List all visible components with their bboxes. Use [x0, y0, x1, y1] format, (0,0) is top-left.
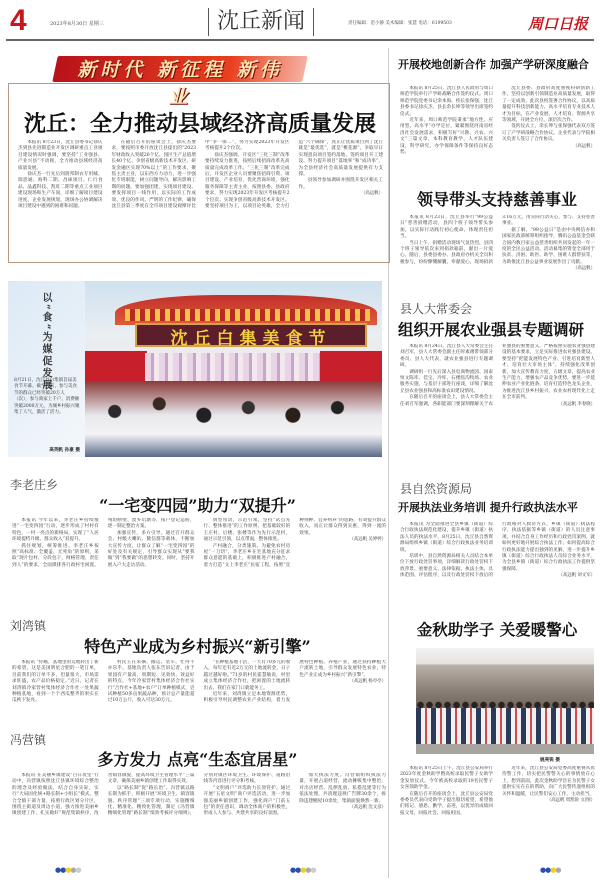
byline: （高远帆） — [361, 191, 383, 197]
paragraph: 典型带动，示范引领。坚持“试点先行、整体推进”的工作原则，把基础较好的王庄村、后楼、张楼等作为先行示范村，通过示范引领，以点带面，整体推进。 — [203, 518, 291, 543]
article-body — [12, 660, 386, 734]
paragraph: 培训中，县自然资源局相关人员结合本单位下放行政处罚事项，详细解读行政处罚权下放背景、重要意义、法律依据、执法主体、具体范围、评估程序，以及行政处罚权下放后的行政相对人救济方式、乡镇（街道）执法程序、执法依据等乡镇（街道）的人员注意事项，并结合自身工作经历和行政处罚案例，就如何更好地开展综合执法工作、如何提高综合行政执法能力提出独到的见解，进一步提升乡镇（街道）综合行政执法人员综合业务水平，为全县乡镇（街道）综合行政执法工作提供坚强保障。 — [400, 522, 595, 579]
paragraph: 加大执法力度。冯营镇组织执法力量，开展占道经营、流动摊贩集中整治，对出店经营、乱摆乱放、私搭乱建等行为依法处理，共清理违规广告牌30余个，拆除违建棚屋10余处，集镇面貌焕然一新。 — [299, 773, 386, 804]
right-article-body — [400, 344, 595, 468]
photo-vertical-title: 以“食”为媒促发展 — [40, 292, 51, 392]
paragraph: 抓住规划，统筹推进。李老庄乡按照“高标准、全覆盖、无死角”的原则，采取“现片包村、分段包干、网格管理、责任到人”的要求，全面摸排各行政村宅闲置、残垣断壁、废弃坑塘等，按户登记造册，逐一制定整治方案。 — [12, 518, 195, 568]
paragraph: 近年来，刘湾镇立足本地资源优势，积极引导村民调整农业产业结构，着力发展特色种植、养殖产业，通过扶持种植大户流转土地，引导群众发展特色农业，特色产业正成为乡村振兴“新引擎”。 — [203, 660, 386, 704]
paragraph: 徐庆杰一行先后到润邦制衣专用城、瑞恩通、海科二期、昌硕项目、仁行食品、晶鑫科技、凯旺二期等重点工业项目建设现场和生产车间，详细了解项目建设进度、企业发展规划，现场办公协调解决项目建设中遇到的困难和问题。 — [18, 172, 103, 210]
paragraph: 本报讯 8月23日，沈丘县委书记徐庆杰到县先进制造业开发区调研重点工业项目建设情况时强调，要坚持“工业强县、产业兴县”不动摇，全力推动县域经济高质量发展。 — [18, 140, 103, 171]
paragraph: 本报讯 8月24日，沈丘县人大常委会主任刘召军，县人大常委会副主任时素薄带领部分委员、县人大代表，就农业强县进行专题调研。 — [400, 344, 493, 369]
paragraph: 产村融合，分类施策。为避免农村房屋“一刀切”，李老庄乡在宅基地充分征求群众意愿的基础上，积极推进产村融合，着力打造“文上李老庄”民宿工程，按照“宜种则种、宜养则养”的思路，有效提升群众收入，真正让群众得到实惠，得到一流的效果。 — [203, 518, 386, 568]
byline: （高远帆 刘文军） — [558, 573, 595, 579]
byline: （高远帆） — [573, 143, 595, 149]
right-article-body — [400, 86, 595, 178]
right-article-body — [400, 766, 595, 864]
photo-credit: 高英帆 孙豪 摄 — [49, 448, 80, 453]
paragraph: 本报讯 今年以来，李老庄乡持续推进“一宅变四园”行动，逐步形成了村村有特色、一村一亮点的新格局，实现了“人居环境提档升级、群众收入”双提升。 — [12, 518, 99, 543]
byline: （高远帆） — [573, 266, 595, 272]
paragraph: 徐庆杰强调，开发区“三化三制”改革要持续发力推进，按照后续招商改革先高质量完成改革工作。“三化三制”改革完成后，开发区企业人员要聚焦招商引资、项目建设、产业培育，优化营商环境，强化服务保障等主责主业，按照县委、县政府要求，努力实现2023年开发区考核提升2个位次。实现争创省级高新技术开发区。要坚持项目为王，以项目论英雄，全力打造“六个确保”，真正让优质项目到了沈丘就是“最优选”，就是“桃花源”，争取早日实现意向项目签约落地、签约项目开工建设、努力提升项目“落地率”和“成功率”，为全县经济社会高质量发展提供有力支撑。 — [205, 140, 383, 210]
header-rule — [6, 39, 594, 41]
paragraph: 签约仪式上，余长坤与张保强代表双方签订了产学研战略合作协议。企业代表与学院相关负责人签订了合作协议。 — [502, 124, 595, 143]
issue-date: 2023年8月30日 星期三 — [50, 21, 104, 27]
paragraph: 村民王在采摘、搬运、装车，忙得不亦乐乎。基地负责人张东告诉记者，由于果园有产量高、周期短、见效快、效益好的特点，今年冷家营村集体经济合作社实行“合作社+基地+农户”订单种植模式，尝试种植50多亩果蔬品种，预计总产量能超过10万公斤，收入可达30万元。 — [107, 660, 195, 704]
byline: （高远帆 周凯锐 文/图） — [546, 798, 595, 804]
article-headline: “一宅变四园”助力“双提升” — [99, 496, 296, 515]
right-headline: 开展校地创新合作 加强产学研深度融合 — [398, 58, 589, 71]
paragraph: 本报讯 为全面推进全县乡镇（街道）综合行政执法规范化建设，提升乡镇（街道）执法人员的执法水平，8月25日，沈丘县自然资源局组织乡镇（街道）综合行政执法业务培训班。 — [400, 522, 493, 553]
paragraph: 本报讯 8月25日上午，沈丘县公安局举行2023年度金秋助学暨高校录取民警子女助学金发放仪式。今年被高校录取的19名民警子女喜领助学金。 — [400, 766, 493, 791]
byline: （高远帆 李春晓） — [558, 401, 595, 407]
article-headline: 多方发力 点亮“生态宜居星” — [97, 750, 298, 769]
lead-body — [18, 140, 383, 258]
food-festival-photo — [85, 281, 382, 457]
editor-credits: 责任编辑：范小静 美术编辑：张慧 电话：6199503 — [348, 21, 452, 26]
right-headline: 开展执法业务培训 提升行政执法水平 — [398, 501, 578, 514]
byline: （高远帆 吴婷婷） — [349, 537, 386, 543]
newspaper-logo: 周口日报 — [528, 15, 589, 33]
right-kicker: 县人大常委会 — [400, 302, 473, 316]
article-kicker: 刘湾镇 — [10, 619, 47, 633]
paragraph: 本报讯 8月25日，沈丘县人民政府与周口师范学院举行产学研战略合作签约仪式。周口师范学院党委书记余本海、校长张保强，沈丘县委书记徐庆杰、县长余长坤等领导出席签约仪式。 — [400, 86, 493, 117]
article-kicker: 李老庄乡 — [10, 478, 59, 492]
right-headline: 金秋助学子 关爱暖警心 — [416, 620, 578, 639]
paragraph: 在随后召开的座谈会上，徐庆杰要求，要按照市委开放沈丘县提出的“2023年财政收入突破20个亿、园区生产总值增长40个亿、争创省级高新技术开发区、研发金融区实现70%以上”的工作要求，聚焦主责主业，以东西方力动力，进一步强化专班职能，树立问题导向，解决影响工期的问题。要加强团建，实现项目建设、要发挥项目一线作用，以实际的工作成效、优良的作风、严明的工作纪律，确保沈丘县第三季度在全市项目建设观摩评比中“争一保二”，努力实现2023年开发区考核提升2个位次。 — [111, 140, 290, 210]
paragraph: 近年来，沈丘县公安局党委高度重视从优待警工作，切实把民警警关心的事情放在心上，想到前面，此次金秋助学旨在为民警子女提供实实在在的帮助，向广大民警传递组织的关怀和温暖，让民警们安心工作，主动担当。 — [502, 766, 595, 797]
right-headline: 领导带头支持慈善事业 — [416, 190, 577, 209]
photo-credit: 姚亮锐 摄 — [540, 758, 560, 763]
article-body — [12, 518, 386, 600]
paragraph: “在种植基地干活，一天有70多元的收入，每年还有近2万元的土地流转金，日子越过越好啦。”71岁的村民霍慧敏说，村里成立集体经济合作社，把闲置的土地流转出去，我们在家门口就能务工。 — [203, 660, 291, 691]
color-register-marks: ●●●●● — [290, 866, 316, 874]
article-body — [12, 773, 386, 867]
paragraph: 在随后召开的座谈会上，县人大常委会主任刘召军强调，各职能部门要深刻理解关于农业强县的重要意义，严格按照实施农业强县建设的基本要求，立足实际推进农业强县建设。要坚持“把能发展特色产业、引进培育新型人才、培育壮大市场主体”，持续强化改革创新，加大宣传教育力度，五级文章，提高农业生产能力，增强农产品竞争优势，要进一步延伸农业产业化链条，培育打造特色龙头企业，为推进沈丘县乡村振兴、农业农村现代化上走在全市前列。 — [400, 344, 595, 407]
paragraph: 县领导参加调研并围绕开发区相关工作。 — [298, 178, 383, 190]
paragraph: 当日上午，捐赠活动现场气氛热烈，县四个班子领导依次来到捐款箱前，献出一片爱心。随后，县委县委办、县政府办机关全员积极参与，纷纷慷慨解囊，奉献爱心，现场捐款3.16万元，用实际行动关心、参与、支持慈善事业。 — [400, 215, 595, 265]
photo-caption: 8月21日，沈丘县白集镇首届美食节开幕。截至目前，参与美食节的群众已经突破20万人（次），参与商家上千户，消费额突破2000万元，为城乡村振兴聚集了人气，激活了活力。 — [14, 378, 80, 416]
byline: （高远帆 沈文彦） — [349, 805, 386, 811]
paragraph: 调研组一行先后深入县电商物流园、国泰恒文陈库、佳宝、冷库、石楼焦沟牧场、农业服务实施，与基层干部进行座谈，详细了解沈丘县农业强县和高标准农田建设情况。 — [400, 369, 493, 394]
page-number: 4 — [10, 4, 27, 37]
byline: （高远帆 杨亭亭） — [349, 679, 386, 685]
right-kicker: 县自然资源局 — [400, 482, 473, 496]
paragraph: 近年来，周口师范学院秉承“地方性、应用型、高水平”办学定位，紧紧围绕河南省经济社会发展需求，积极写好“兴教、兴农、兴文”三篇文章，本科教育教学、人才队伍建设、科学研究、办学保障条件等保持良好态势。 — [400, 118, 493, 156]
article-kicker: 冯营镇 — [10, 733, 47, 747]
paragraph: 加强宣传，多方引导。通过召开群众会、村级大喇叭、微信群等载体，不断加大宣传力度，让群众了解“一宅变四园”的好处及有关规定，引导群众实现从“要我做”到“我要做”的思想转变。同时，坚持开展入户大走访活动。 — [107, 530, 195, 568]
paragraph: 以“路长制”促“路长治”。冯营镇以路长制为抓手，积极开展“环境卫生、镇容镇貌、秩序管理”三项专项行动，实施精细化、精准化、精致化管理，制定《冯营镇精细化管理“路长制”绩效考核评分细则》，分别对镇区环境卫生、环境保护、道路沿线等内容进行评分和考核。 — [107, 773, 291, 817]
lead-headline: 沈丘：全力推动县域经济高质量发展 — [23, 111, 376, 137]
banner-slogan: 新时代 新征程 新伟业 — [77, 59, 283, 108]
article-headline: 特色产业成为乡村振兴“新引擎” — [84, 637, 311, 656]
color-register-marks: ●●●● — [540, 866, 561, 874]
paragraph: 沈丘县委、县政府高度重视科研创新工作，坚持以创新引领制造业高质量发展，取得了一定成效。此次县校签署合作协议，以高质量提升科技创新能力、高水平培育专业技术人才为目标，在产业发展、人才培育、资源共享等领域，开展全方位、深层次合作。 — [502, 86, 595, 124]
paragraph: 据了解，“99公益日”是由中央网信办和国家民政部统筹组织指导，腾讯公益基金会联合国内数百家公益慈善组织共同发起的一年一度的全民公益活动。活动募集的资金全部用于扶贫、济困、助医、助学、困难人群帮扶等，为助推沈丘县公益事业发展作出了贡献。 — [502, 227, 595, 265]
right-headline: 组织开展农业强县专题调研 — [398, 320, 585, 339]
student-aid-photo — [416, 648, 594, 754]
paragraph: “文明商户”评选助力长效管护。通过开展“五星文明”商户评选活动，进一步加强美丽乡镇创建工作，强化商户“门前五包”的责任意识，调动全体商户的积极性，形成人人参与、共建共享的良好氛围。 — [203, 785, 291, 817]
festival-sign-text: 沈丘白集美食节 — [170, 329, 332, 349]
paragraph: 本报讯 8月23日，沈丘县举行“99公益日”慈善捐赠活动，县四个班子领导带头参加，以实际行动践行初心使命、体现责任担当。 — [400, 215, 493, 240]
color-register-marks: ●●●●● — [55, 866, 81, 874]
paragraph: 本报讯 在美丽乡镇建设“百日攻坚”行动中，冯营镇按照沈丘县镇环境综合整治的理念及经验做法，结合自身实际，实行“大局固化统+路长制+小组长”模式，整合全镇干部力量，按照行政区划分片区，围绕主街道及周边小道，强力推进美丽乡镇创建工作，扎实做好“规范集镇秩序，改善镇容镇貌，提高环境卫生管理水平”三篇文章，确保美丽乡镇创建工作取得实效。 — [12, 773, 195, 817]
section-title: 沈丘新闻 — [208, 8, 314, 36]
right-article-body — [400, 522, 595, 608]
right-article-body — [400, 215, 595, 301]
paragraph: 在随后召开的座谈会上，沈丘县公安局党委委员代表向受助学子提出殷切希望，希望他们铭记、感恩、勤学、奋进，以优异的成绩回报父母、回报社会、回报祖国。 — [400, 791, 493, 816]
paragraph: 本报讯 “你瞧，基地里的荒地转出了新的希望，这是美国明星合肥的一笔订单，目前我们的订单不多，但量很大，市场需求旺盛，农产品价格稳定。”近日，记者在刘湾镇冷家营村集体经济合作社一处果蔬种植基地，看到一个个西瓜整齐的果实在瓜秧下发亮。 — [12, 660, 99, 704]
